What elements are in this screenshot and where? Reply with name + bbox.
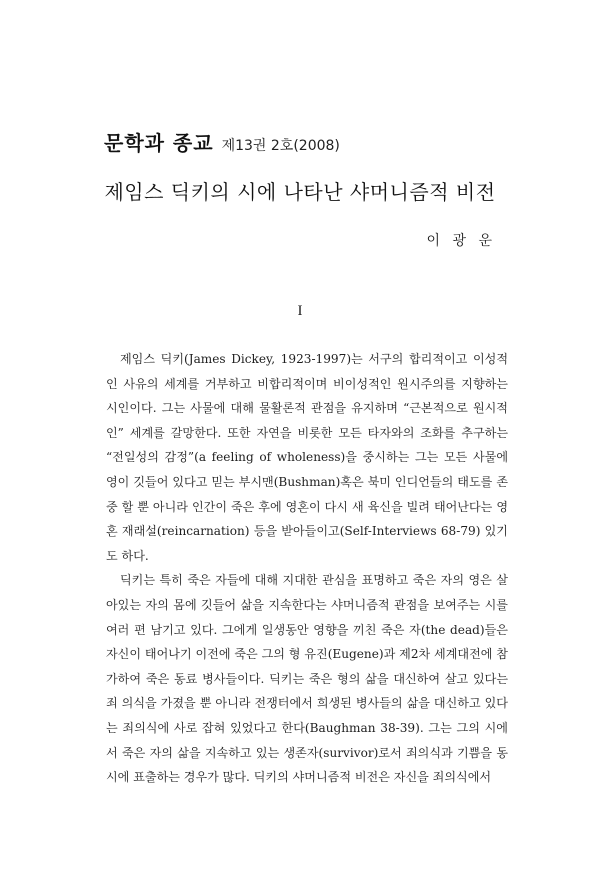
section-heading: I bbox=[297, 303, 303, 319]
paragraph: 딕키는 특히 죽은 자들에 대해 지대한 관심을 표명하고 죽은 자의 영은 살아있는 자의 몸에 깃들어 삶을 지속한다는 샤머니즘적 관점을 보여주는 시를 여러 편 남기고 있다. 그에게 일생동안 영향을 끼친 죽은 자(the dead)들은 자신이 태어나기 이전에 죽은 그의 형 유진(Eugene)과 제2차 세계대전에 참가하여 죽은 동료 병사들이다. 딕키는 죽은 형의 삶을 대신하여 살고 있다는 죄 의식을 가졌을 뿐 아니라 전쟁터에서 희생된 병사들의 삶을 대신하고 있다는 죄의식에 사로 잡혀 있었다고 한다(Baughman 38-39). 그는 그의 시에서 죽은 자의 삶을 지속하고 있는 생존자(survivor)로서 죄의식과 기쁨을 동시에 표출하는 경우가 많다. 딕키의 샤머니즘적 비전은 자신을 죄의식에서 bbox=[106, 573, 508, 785]
article-title: 제임스 딕키의 시에 나타난 샤머니즘적 비전 bbox=[104, 180, 496, 204]
journal-issue: 제13권 2호(2008) bbox=[221, 138, 340, 154]
article-body bbox=[106, 347, 508, 790]
journal-name: 문학과 종교 bbox=[104, 131, 214, 155]
journal-header bbox=[104, 127, 340, 156]
paragraph: 제임스 딕키(James Dickey, 1923-1997)는 서구의 합리적이고 이성적인 사유의 세계를 거부하고 비합리적이며 비이성적인 원시주의를 지향하는 시인이다. 그는 사물에 대해 물활론적 관점을 유지하며 “근본적으로 원시적인” 세계를 갈망한다. 또한 자연을 비롯한 모든 타자와의 조화를 추구하는 “전일성의 감정”(a feeling of wholeness)을 중시하는 그는 모든 사물에 영이 깃들어 있다고 믿는 부시맨(Bushman)혹은 북미 인디언들의 태도를 존중 할 뿐 아니라 인간이 죽은 후에 영혼이 다시 새 육신을 빌려 태어난다는 영혼 재래설(reincarnation) 등을 받아들이고(Self-Interviews 68-79) 있기도 하다. bbox=[106, 352, 508, 563]
author-name: 이 광 운 bbox=[426, 233, 496, 249]
